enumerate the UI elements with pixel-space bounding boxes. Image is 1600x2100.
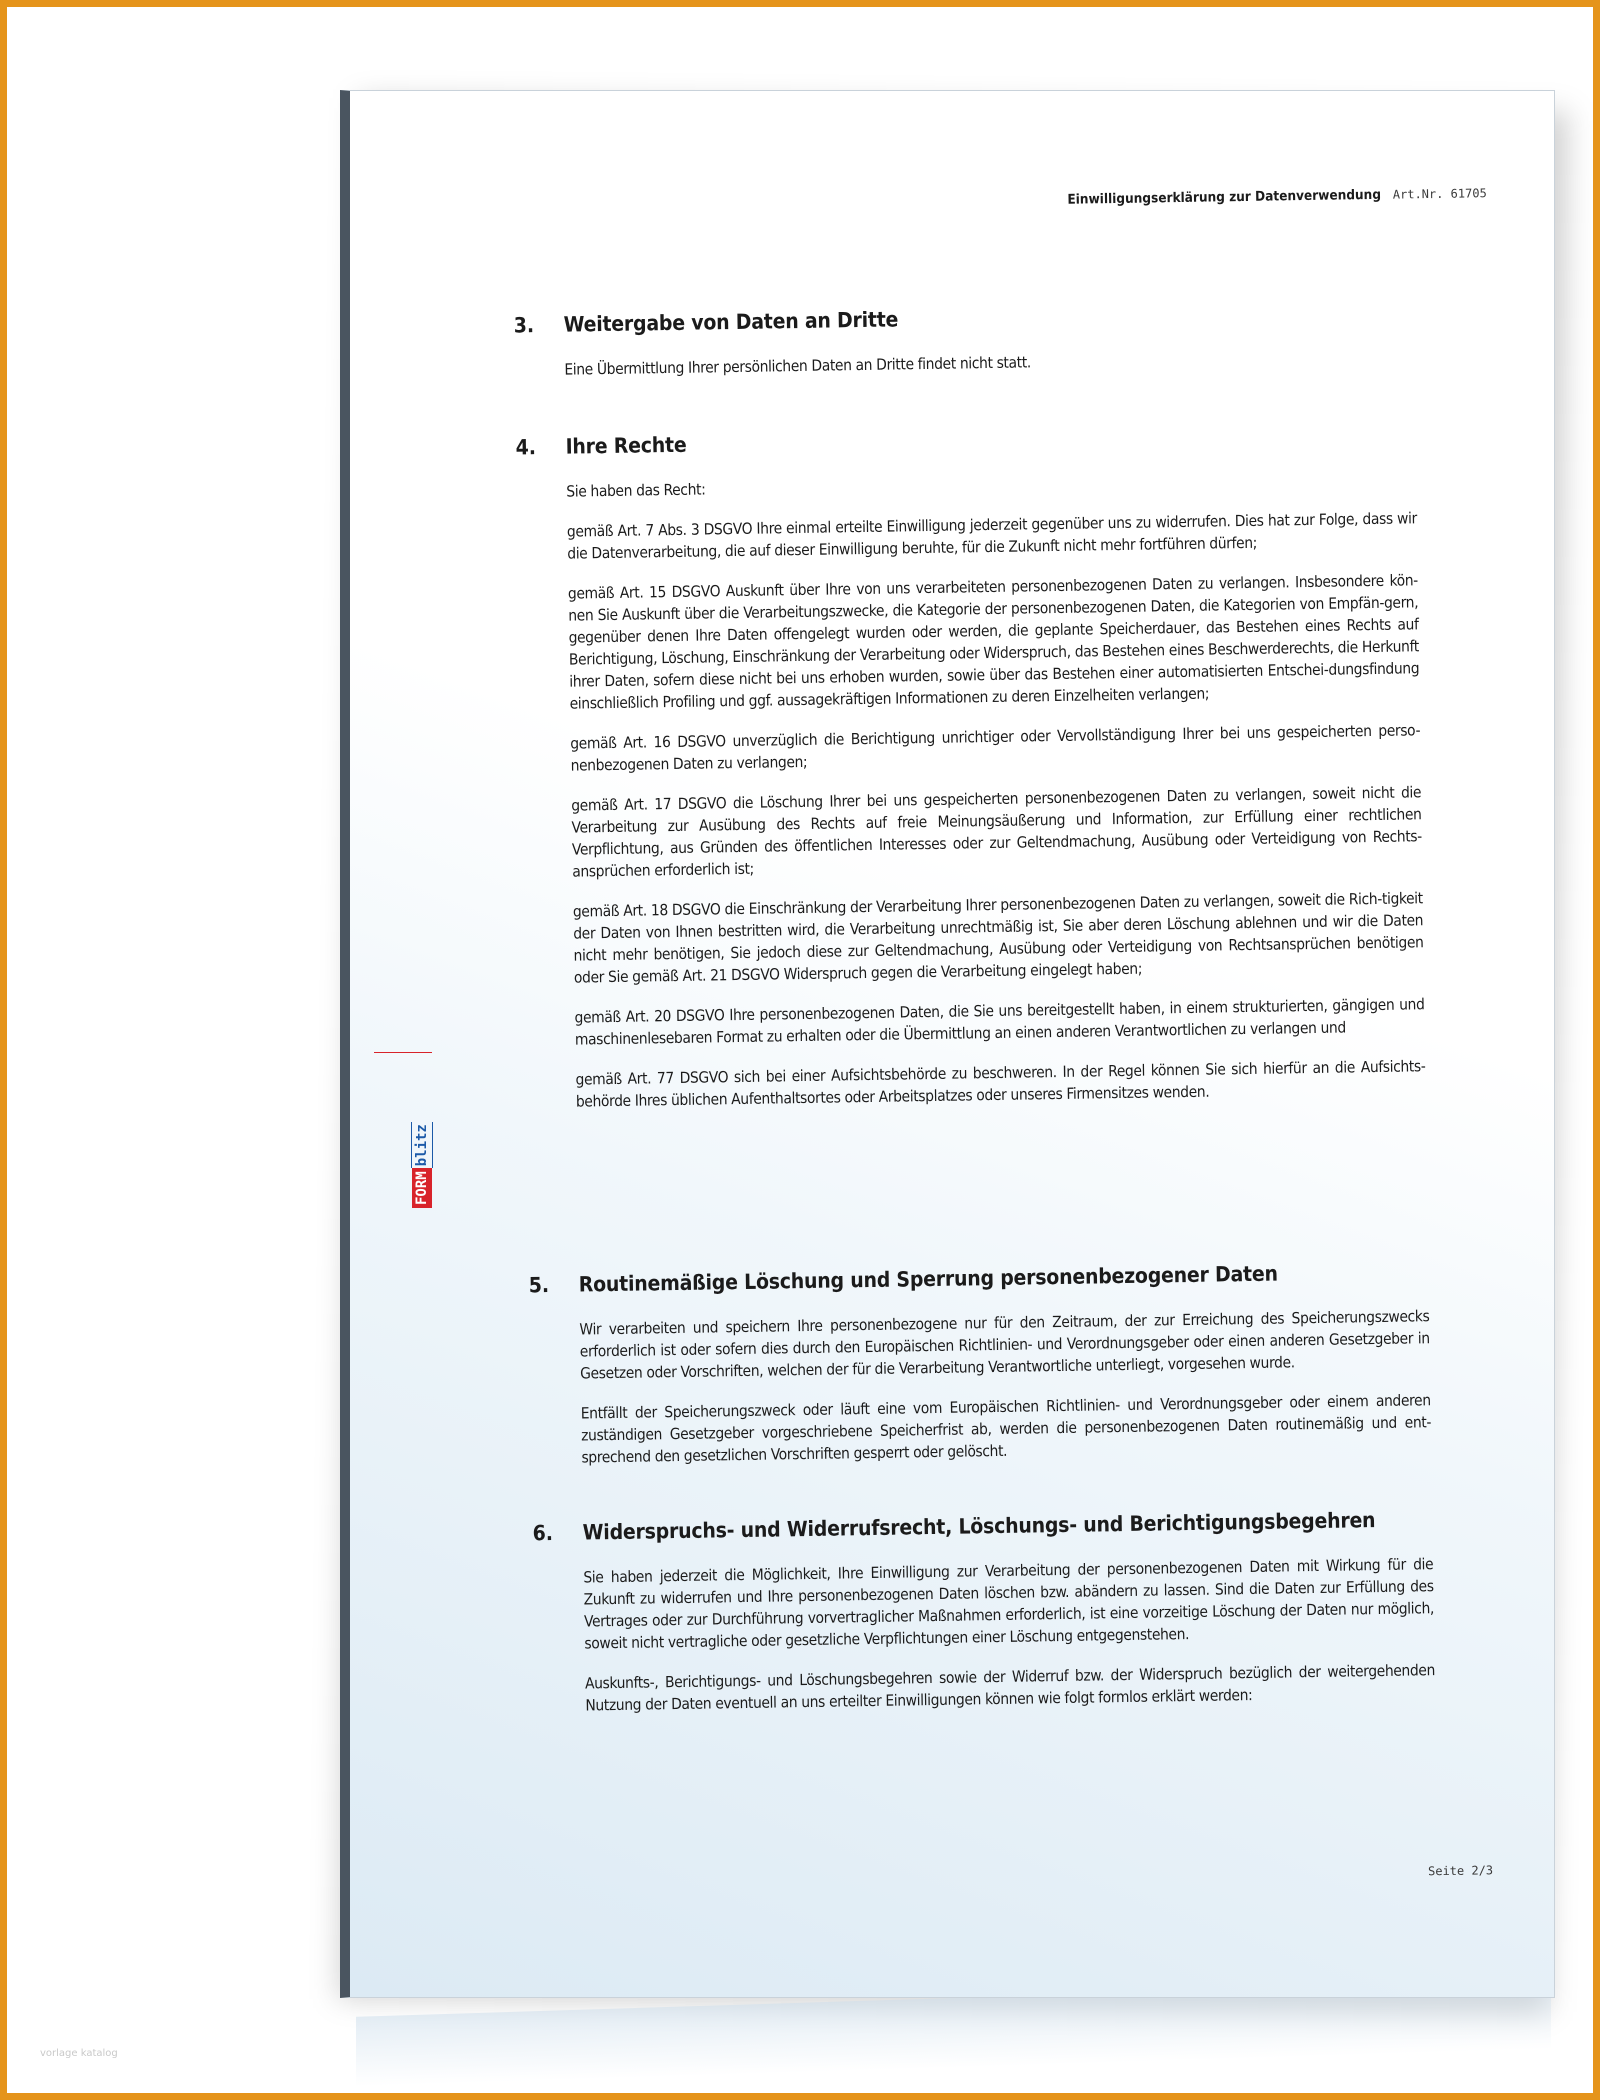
paragraph: Sie haben jederzeit die Möglichkeit, Ihre Einwilligung zur Verarbeitung der personenbezogenen Daten mit Wirkung für die Zukunft zu widerrufen und Ihre personenbezogenen Daten löschen bzw. abändern zu lassen. Sind die Daten zur Erfüllung des Vertrages oder zur Durchführung vorvertraglicher Maßnahmen erforderlich, ist eine vorzeitige Löschung der Daten nur möglich, soweit nicht vertragliche oder gesetzliche Verpflichtungen einer Löschung entgegenstehen.: [583, 1555, 1435, 1653]
section-3: [514, 299, 1415, 381]
paragraph: Eine Übermittlung Ihrer persönlichen Daten an Dritte findet nicht statt.: [564, 353, 1032, 379]
section-4: [515, 421, 1426, 1113]
document-page: [340, 90, 1555, 1998]
section-5: [529, 1259, 1432, 1469]
section-number: 5.: [528, 1273, 550, 1298]
paragraph: gemäß Art. 20 DSGVO Ihre personenbezogenen Daten, die Sie uns bereitgestellt haben, in einem strukturierten, gängigen und maschinenlesebaren Format zu erhalten oder die Übermittlung an einen anderen Verantwortlichen zu verlangen und: [574, 995, 1425, 1049]
paragraph: gemäß Art. 7 Abs. 3 DSGVO Ihre einmal erteilte Einwilligung jederzeit gegenüber uns zu widerrufen. Dies hat zur Folge, dass wir die Datenverarbeitung, die auf dieser Einwilligung beruhte, für die Zukunft nicht mehr fortführen dürfen;: [566, 509, 1417, 563]
section-title: Weitergabe von Daten an Dritte: [563, 307, 899, 337]
paragraph: gemäß Art. 16 DSGVO unverzüglich die Berichtigung unrichtiger oder Vervollständigung Ihrer bei uns gespeicherten perso-nenbezogenen Daten zu verlangen;: [570, 721, 1421, 775]
document-title: Einwilligungserklärung zur Datenverwendung: [1067, 186, 1382, 208]
paragraph: gemäß Art. 15 DSGVO Auskunft über Ihre von uns verarbeiteten personenbezogenen Daten zu verlangen. Insbesondere kön-nen Sie Auskunft über die Verarbeitungszwecke, die Kategorie der personenbezogenen Daten, die Kategorien von Empfän-gern, gegenüber denen Ihre Daten offengelegt wurden oder werden, die geplante Speicherdauer, das Bestehen eines Rechts auf Berichtigung, Löschung, Einschränkung der Verarbeitung oder Widerspruch, das Bestehen eines Beschwerderechts, die Herkunft ihrer Daten, sofern diese nicht bei uns erhoben wurden, sowie über das Bestehen einer automatisierten Entschei-dungsfindung einschließlich Profiling und ggf. aussagekräftigen Informationen zu deren Einzelheiten verlangen;: [567, 571, 1420, 713]
paragraph: gemäß Art. 18 DSGVO die Einschränkung der Verarbeitung Ihrer personenbezogenen Daten zu verlangen, soweit die Rich-tigkeit der Daten von Ihnen bestritten wird, die Verarbeitung unrechtmäßig ist, Sie aber deren Löschung ablehnen und wir die Daten nicht mehr benötigen, Sie jedoch diese zur Geltendmachung, Ausübung oder Verteidigung von Rechtsansprüchen benötigen oder Sie gemäß Art. 21 DSGVO Widerspruch gegen die Verarbeitung eingelegt haben;: [572, 889, 1424, 987]
section-title: Routinemäßige Löschung und Sperrung personenbezogener Daten: [578, 1261, 1278, 1297]
page-header: [1067, 185, 1487, 208]
section-number: 3.: [513, 313, 535, 338]
brand-rule: [374, 1052, 432, 1053]
paragraph: gemäß Art. 77 DSGVO sich bei einer Aufsichtsbehörde zu beschweren. In der Regel können Sie sich hierfür an die Aufsichts-behörde Ihres üblichen Aufenthaltsortes oder Arbeitsplatzes oder unseres Firmensitzes wenden.: [575, 1057, 1426, 1111]
paragraph: gemäß Art. 17 DSGVO die Löschung Ihrer bei uns gespeicherten personenbezogenen Daten zu verlangen, soweit nicht die Verarbeitung zur Ausübung des Rechts auf freie Meinungsäußerung und Information, zur Erfüllung einer rechtlichen Verpflichtung, aus Gründen des öffentlichen Interesses oder zur Geltendmachung, Ausübung oder Verteidigung von Rechts-ansprüchen erforderlich ist;: [571, 783, 1422, 881]
paragraph: Wir verarbeiten und speichern Ihre personenbezogene nur für den Zeitraum, der zur Erreichung des Speicherungszwecks erforderlich ist oder sofern dies durch den Europäischen Richtlinien- und Verordnungsgeber oder einen anderen Gesetzgeber in Gesetzen oder Vorschriften, welchen der für die Verarbeitung Verantwortliche unterliegt, vorgesehen wurde.: [579, 1307, 1430, 1383]
article-number: Art.Nr. 61705: [1392, 186, 1487, 202]
page-content: [350, 72, 1595, 1999]
page-number: Seite 2/3: [1427, 1863, 1494, 1879]
logo-part-form: FORM: [412, 1168, 432, 1208]
watermark: vorlage katalog: [40, 2048, 118, 2059]
section-title: Widerspruchs- und Widerrufsrecht, Löschungs- und Berichtigungsbegehren: [582, 1508, 1376, 1545]
paragraph: Entfällt der Speicherungszweck oder läuft eine vom Europäischen Richtlinien- und Verordnungsgeber oder einem anderen zuständigen Gesetzgeber vorgeschriebene Speicherfrist ab, werden die personenbezogenen Daten routinemäßig und ent-sprechend den gesetzlichen Vorschriften gesperrt oder gelöscht.: [580, 1391, 1432, 1467]
formblitz-logo: [411, 1058, 441, 1208]
paragraph: Auskunfts-, Berichtigungs- und Löschungsbegehren sowie der Widerruf bzw. der Widerspruch bezüglich der weitergehenden Nutzung der Daten eventuell an uns erteilter Einwilligungen können wie folgt formlos erklärt werden:: [584, 1661, 1436, 1715]
section-number: 6.: [532, 1520, 554, 1546]
paragraph: Sie haben das Recht:: [566, 480, 706, 501]
section-title: Ihre Rechte: [565, 432, 687, 459]
logo-part-blitz: blitz: [411, 1122, 433, 1168]
section-number: 4.: [515, 435, 537, 460]
section-6: [532, 1507, 1435, 1717]
